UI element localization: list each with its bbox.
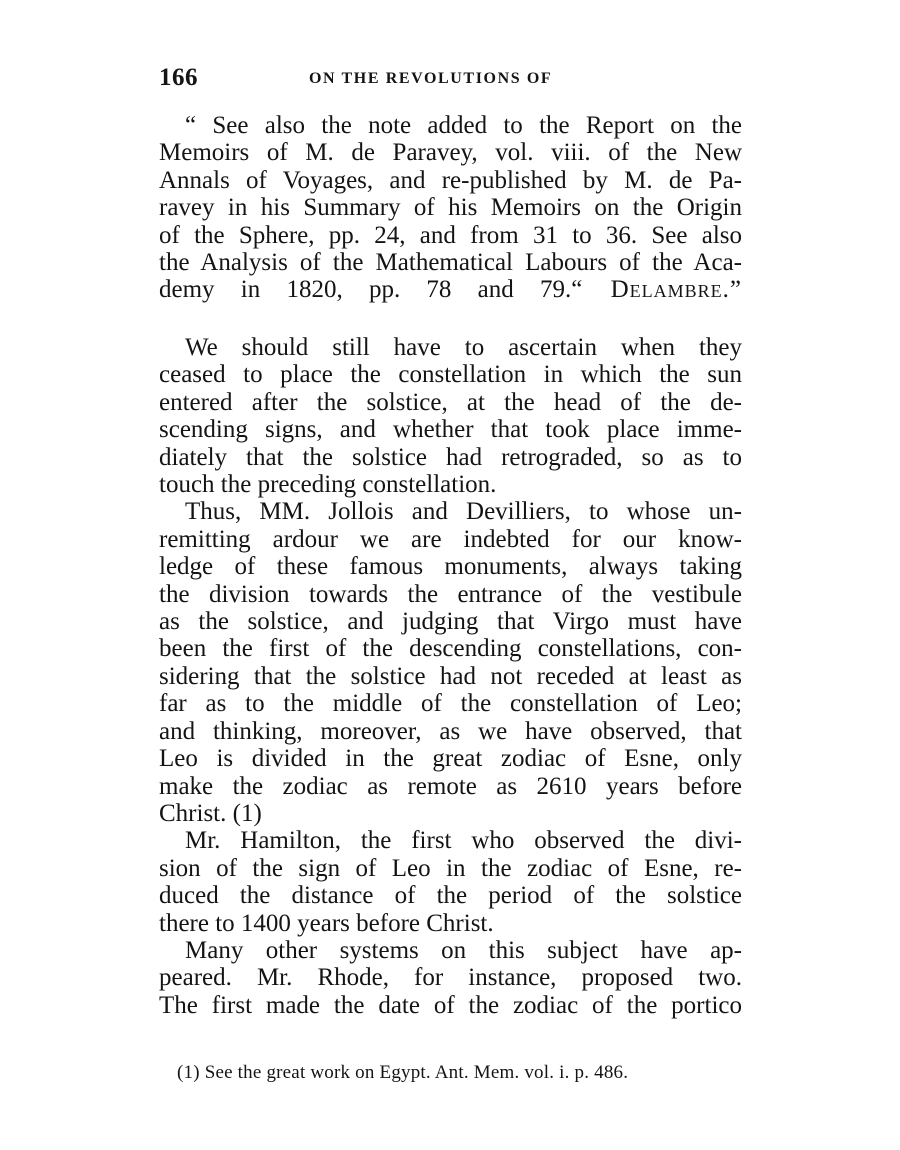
text-line: make the zodiac as remote as 2610 years before — [159, 772, 742, 800]
text-line: demy in 1820, pp. 78 and 79. — [159, 276, 572, 304]
paragraph-3 — [159, 827, 742, 937]
paragraph-1 — [159, 334, 742, 498]
text-line: entered after the solstice, at the head of the de- — [159, 388, 742, 416]
text-line: Annals of Voyages, and re-published by M. de Pa- — [159, 166, 742, 194]
text-line: scending signs, and whether that took place imme- — [159, 416, 742, 444]
text-line: peared. Mr. Rhode, for instance, proposed two. — [159, 964, 742, 992]
text-line: far as to the middle of the constellation of Leo; — [159, 690, 742, 718]
text-line: the division towards the entrance of the vestibule — [159, 580, 742, 608]
text-line: touch the preceding constellation. — [159, 471, 497, 499]
text-line: been the first of the descending constellations, con- — [159, 635, 742, 663]
text-line: sidering that the solstice had not receded at least as — [159, 662, 742, 690]
text-line: Thus, MM. Jollois and Devilliers, to whose un- — [185, 498, 742, 526]
text-line: the Analysis of the Mathematical Labours of the Aca- — [159, 249, 742, 277]
text-line: as the solstice, and judging that Virgo must have — [159, 608, 742, 636]
text-line: of the Sphere, pp. 24, and from 31 to 36. See also — [159, 221, 742, 249]
running-title: ON THE REVOLUTIONS OF — [309, 70, 553, 87]
page-number: 166 — [159, 64, 198, 91]
main-text — [159, 334, 742, 1019]
text-line: Memoirs of M. de Paravey, vol. viii. of the New — [159, 139, 742, 167]
text-line: remitting ardour we are indebted for our know- — [159, 525, 742, 553]
text-line: Christ. (1) — [159, 799, 262, 827]
text-line: there to 1400 years before Christ. — [159, 909, 494, 937]
text-line: We should still have to ascertain when they — [185, 334, 742, 361]
text-line: duced the distance of the period of the solstice — [159, 882, 742, 910]
text-line: Many other systems on this subject have ap- — [185, 936, 742, 964]
text-line: “ See also the note added to the Report on the — [185, 112, 742, 139]
text-line: Mr. Hamilton, the first who observed the divi- — [185, 827, 742, 855]
quoted-note — [159, 112, 742, 304]
paragraph-4 — [159, 937, 742, 1019]
text-line: diately that the solstice had retrograded, so as to — [159, 443, 742, 471]
page-header — [159, 64, 742, 98]
text-line: ledge of these famous monuments, always taking — [159, 553, 742, 581]
paragraph-2 — [159, 498, 742, 827]
text-line-with-signature — [159, 276, 742, 303]
text-line: and thinking, moreover, as we have observed, that — [159, 717, 742, 745]
text-line: ravey in his Summary of his Memoirs on the Origin — [159, 194, 742, 222]
text-line: ceased to place the constellation in which the sun — [159, 361, 742, 389]
text-line: Leo is divided in the great zodiac of Esne, only — [159, 745, 742, 773]
signature: “ Delambre.” — [571, 276, 742, 304]
footnote: (1) See the great work on Egypt. Ant. Mem. vol. i. p. 486. — [177, 1062, 629, 1083]
text-line: The first made the date of the zodiac of the portico — [159, 991, 742, 1019]
text-line: sion of the sign of Leo in the zodiac of Esne, re- — [159, 854, 742, 882]
